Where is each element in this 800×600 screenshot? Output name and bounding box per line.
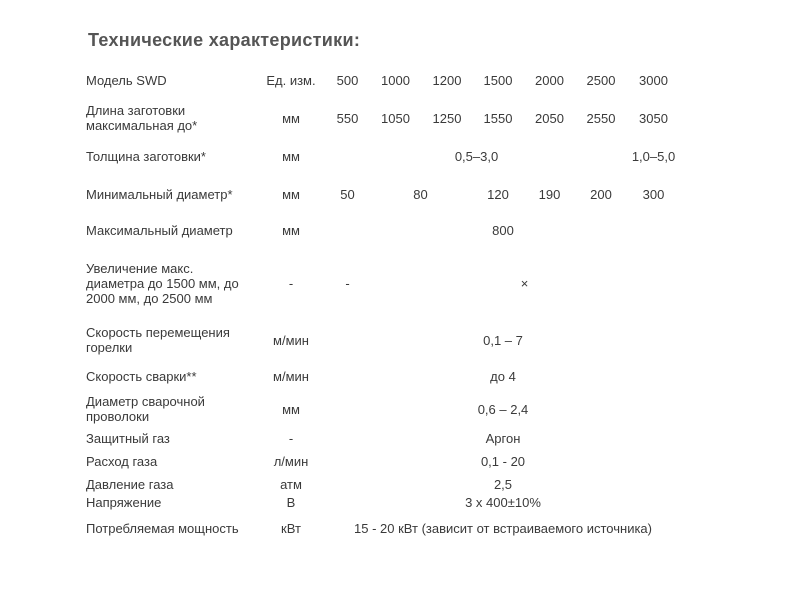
table-row [83,475,680,493]
cell-value: 3 х 400±10% [465,494,541,510]
cell-value: 2050 [535,110,564,126]
table-row [83,493,680,511]
row-label: Модель SWD [86,72,167,88]
model-header: 2500 [586,72,616,88]
row-label: Скорость сварки** [86,368,197,384]
row-unit: атм [280,476,302,492]
cell-value: 0,5–3,0 [454,148,499,164]
row-unit: - [288,275,294,291]
row-label: Давление газа [86,476,174,492]
row-label: Расход газа [86,454,158,469]
row-label: Защитный газ [86,430,170,446]
cell-value: 200 [590,186,612,202]
row-label: Длина заготовки максимальная до* [86,103,198,133]
table-row [83,100,680,136]
cell-value: × [520,275,529,291]
cell-value: 50 [340,186,355,202]
model-header: 1500 [483,72,513,88]
cell-value: до 4 [490,368,516,384]
row-unit: л/мин [273,454,309,469]
row-label: Максимальный диаметр [86,222,233,238]
row-label: Минимальный диаметр* [86,186,233,202]
row-unit: мм [282,222,300,238]
unit-header: Ед. изм. [266,72,316,88]
row-unit: м/мин [273,332,309,348]
row-label: Увеличение макс. диаметра до 1500 мм, до 2000 мм, до 2500 мм [86,260,239,306]
table-row [83,390,680,428]
cell-value: 1050 [381,110,410,126]
cell-value: 190 [538,186,561,202]
model-header: 1200 [432,72,462,88]
model-header: 3000 [639,72,668,88]
table-row [83,318,680,362]
cell-value: Аргон [485,430,521,446]
cell-value: 0,6 – 2,4 [477,401,529,417]
row-label: Скорость перемещения горелки [86,325,230,355]
page-title: Технические характеристики: [88,30,361,50]
cell-value: 1,0–5,0 [631,148,676,164]
cell-value: 1550 [483,110,513,126]
row-unit: мм [282,401,300,417]
table-row [83,428,680,448]
cell-value: 15 - 20 кВт (зависит от встраиваемого источника) [354,520,652,536]
row-unit: мм [282,186,300,202]
table-row [83,60,680,100]
table-row [83,511,680,545]
model-header: 1000 [381,72,410,88]
table-row [83,362,680,390]
cell-value: 0,1 – 7 [483,332,523,348]
row-unit: - [288,430,294,446]
cell-value: 800 [492,222,514,238]
cell-value: 120 [487,186,509,202]
row-unit: кВт [281,520,301,536]
cell-value: 2,5 [493,476,513,492]
table-row [83,248,680,318]
row-unit: м/мин [273,368,309,384]
row-unit: В [286,494,296,510]
table-row [83,212,680,248]
model-header: 2000 [535,72,564,88]
spec-table [83,60,680,545]
cell-value: 0,1 - 20 [480,454,526,469]
cell-value: 300 [642,186,665,202]
row-label: Диаметр сварочной проволоки [86,394,205,424]
row-label: Напряжение [86,494,162,510]
row-unit: мм [282,148,300,164]
model-header: 500 [336,72,359,88]
table-row [83,136,680,176]
cell-value: 1250 [432,110,462,126]
cell-value: 2550 [586,110,616,126]
cell-value: - [345,275,350,291]
table-row [83,448,680,475]
table-row [83,176,680,212]
cell-value: 3050 [639,110,668,126]
row-label: Толщина заготовки* [86,148,206,164]
cell-value: 550 [336,110,359,126]
cell-value: 80 [413,186,428,202]
row-label: Потребляемая мощность [86,520,239,536]
row-unit: мм [282,110,300,126]
